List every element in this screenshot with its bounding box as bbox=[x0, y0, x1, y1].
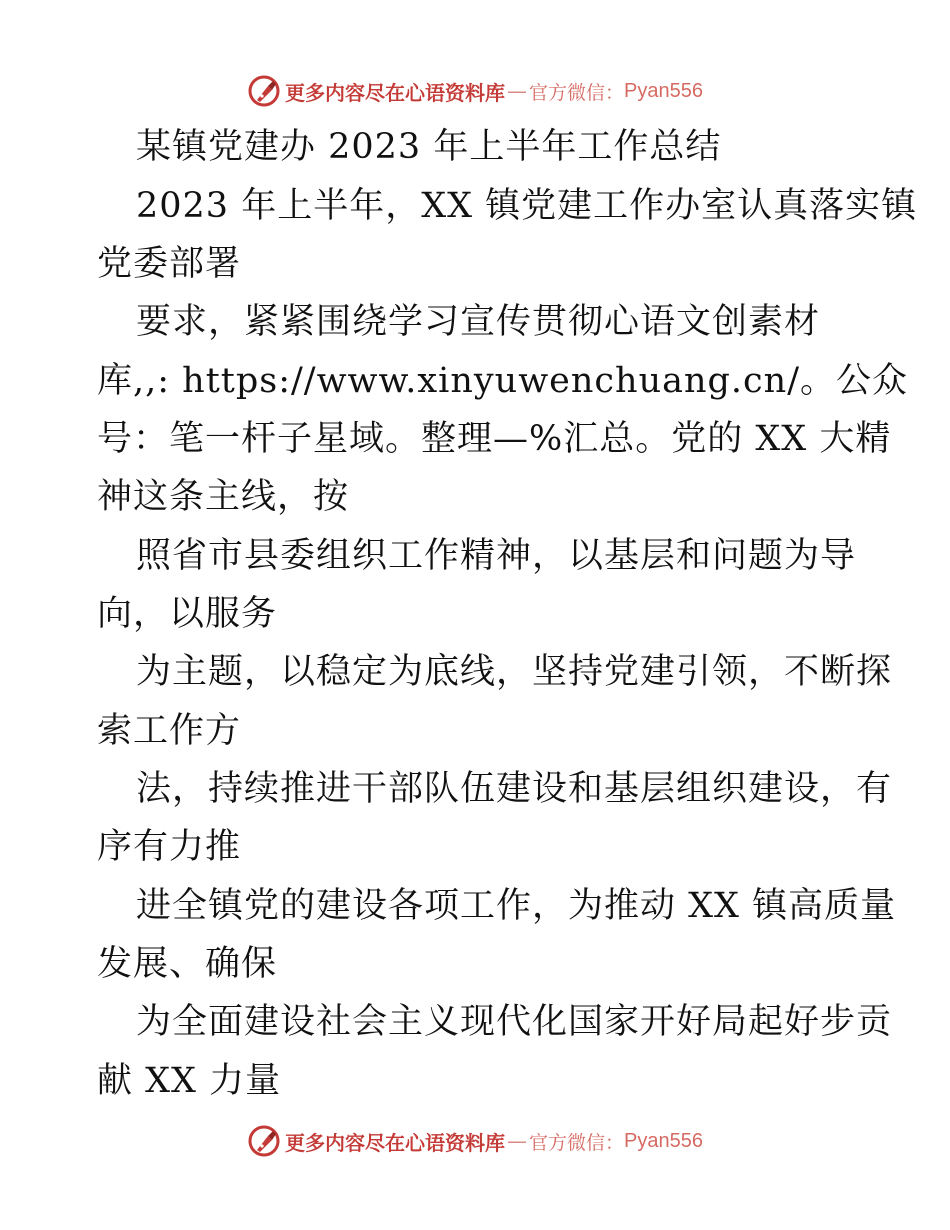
banner-label: 更多内容尽在心语资料库 bbox=[285, 80, 505, 105]
paragraph-line: 进全镇党的建设各项工作，为推动 XX 镇高质量 bbox=[136, 886, 897, 926]
paragraph-line: 法，持续推进干部队伍建设和基层组织建设，有 bbox=[136, 769, 893, 809]
paragraph-line: 序有力推 bbox=[97, 827, 242, 867]
paragraph-line: 要求，紧紧围绕学习宣传贯彻心语文创素材 bbox=[136, 302, 821, 342]
page-title: 某镇党建办 2023 年上半年工作总结 bbox=[136, 127, 722, 167]
banner-separator: — bbox=[507, 1129, 527, 1153]
paragraph-line: 库,,: https://www.xinyuwenchuang.cn/。公众 bbox=[97, 361, 908, 401]
banner-wechat-id: Pyan556 bbox=[624, 79, 703, 102]
banner-wechat-label: 官方微信： bbox=[529, 81, 625, 104]
pen-nib-logo-icon bbox=[247, 74, 281, 108]
banner-separator: — bbox=[507, 79, 527, 103]
pen-nib-logo-icon bbox=[247, 1124, 281, 1158]
banner-wechat-label: 官方微信： bbox=[529, 1131, 625, 1154]
paragraph-line: 索工作方 bbox=[97, 711, 242, 751]
paragraph-line: 照省市县委组织工作精神，以基层和问题为导 bbox=[136, 536, 857, 576]
paragraph-line: 向，以服务 bbox=[97, 594, 278, 634]
paragraph-line: 神这条主线，按 bbox=[97, 477, 350, 517]
paragraph-line: 为全面建设社会主义现代化国家开好局起好步贡 bbox=[136, 1002, 893, 1042]
paragraph-line: 为主题，以稳定为底线，坚持党建引领，不断探 bbox=[136, 652, 893, 692]
header-banner bbox=[0, 71, 950, 111]
paragraph-line: 号：笔一杆子星域。整理—%汇总。党的 XX 大精 bbox=[97, 419, 892, 459]
footer-banner bbox=[0, 1121, 950, 1161]
paragraph-line: 发展、确保 bbox=[97, 944, 278, 984]
paragraph-line: 献 XX 力量 bbox=[97, 1061, 282, 1101]
banner-wechat-id: Pyan556 bbox=[624, 1129, 703, 1152]
paragraph-line: 2023 年上半年，XX 镇党建工作办室认真落实镇 bbox=[136, 186, 918, 226]
banner-label: 更多内容尽在心语资料库 bbox=[285, 1130, 505, 1155]
paragraph-line: 党委部署 bbox=[97, 244, 242, 284]
